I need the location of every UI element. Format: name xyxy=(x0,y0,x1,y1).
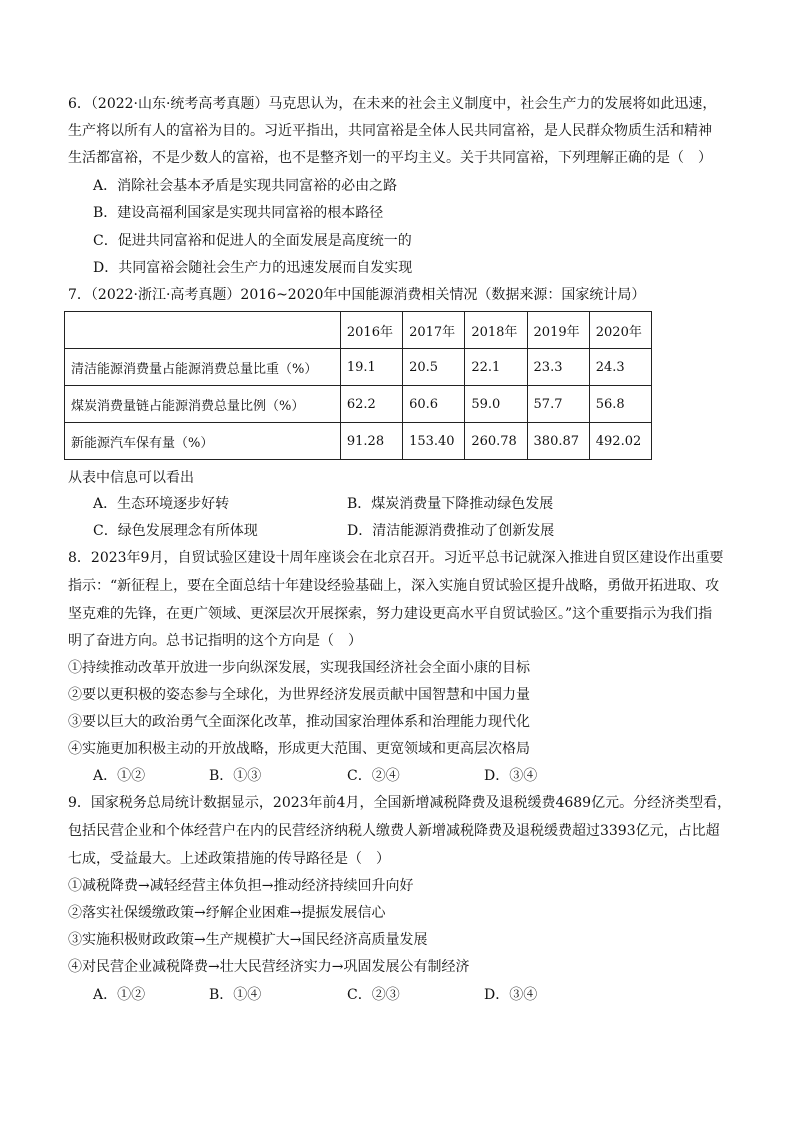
q9-item-1: ①减税降费→减轻经营主体负担→推动经济持续回升向好 xyxy=(68,878,414,894)
q6-option-b: B．建设高福利国家是实现共同富裕的根本路径 xyxy=(93,205,384,221)
q9-item-3: ③实施积极财政政策→生产规模扩大→国民经济高质量发展 xyxy=(68,932,428,948)
q6-option-c: C．促进共同富裕和促进人的全面发展是高度统一的 xyxy=(93,233,412,249)
q8-option-d: D．③④ xyxy=(484,768,538,784)
table-header-cell: 2019年 xyxy=(527,312,589,349)
q7-option-b: B．煤炭消费量下降推动绿色发展 xyxy=(347,496,554,512)
q7-option-c: C．绿色发展理念有所体现 xyxy=(93,523,258,539)
q8-stem-line-3: 坚克难的先锋，在更广领域、更深层次开展探索，努力建设更高水平自贸试验区。”这个重要指示为我们指 xyxy=(68,606,713,622)
q8-option-b: B．①③ xyxy=(209,768,262,784)
table-cell: 60.6 xyxy=(403,386,465,423)
table-cell: 20.5 xyxy=(403,349,465,386)
q6-stem-line-2: 生产将以所有人的富裕为目的。习近平指出，共同富裕是全体人民共同富裕，是人民群众物质生活和精神 xyxy=(68,123,712,139)
q6-stem-line-1: 6．（2022·山东·统考高考真题）马克思认为，在未来的社会主义制度中，社会生产力的发展将如此迅速， xyxy=(68,96,717,112)
table-cell: 56.8 xyxy=(589,386,651,423)
q7-option-a: A．生态环境逐步好转 xyxy=(93,496,230,512)
table-row xyxy=(65,349,652,386)
table-row xyxy=(65,386,652,423)
table-cell: 153.40 xyxy=(403,423,465,460)
table-header-cell: 2020年 xyxy=(589,312,651,349)
q9-stem-line-1: 9．国家税务总局统计数据显示，2023年前4月，全国新增减税降费及退税缓费4689亿元。分经济类型看， xyxy=(68,795,732,811)
q9-option-d: D．③④ xyxy=(484,987,538,1003)
q7-stem: 7．（2022·浙江·高考真题）2016~2020年中国能源消费相关情况（数据来源：国家统计局） xyxy=(68,287,646,303)
table-cell: 23.3 xyxy=(527,349,589,386)
table-cell: 57.7 xyxy=(527,386,589,423)
table-header-cell: 2017年 xyxy=(403,312,465,349)
q8-options-row xyxy=(93,766,733,786)
table-cell: 22.1 xyxy=(465,349,527,386)
q8-option-c: C．②④ xyxy=(347,768,400,784)
table-cell: 380.87 xyxy=(527,423,589,460)
table-cell: 91.28 xyxy=(340,423,402,460)
table-header-row xyxy=(65,312,652,349)
q9-option-b: B．①④ xyxy=(209,987,262,1003)
q8-item-1: ①持续推动改革开放进一步向纵深发展，实现我国经济社会全面小康的目标 xyxy=(68,660,530,676)
table-cell: 59.0 xyxy=(465,386,527,423)
q9-option-a: A．①② xyxy=(93,987,146,1003)
q7-option-d: D．清洁能源消费推动了创新发展 xyxy=(347,523,555,539)
table-cell: 62.2 xyxy=(340,386,402,423)
q7-options-row-2 xyxy=(93,521,733,541)
table-cell: 492.02 xyxy=(589,423,651,460)
q9-item-2: ②落实社保缓缴政策→纾解企业困难→提振发展信心 xyxy=(68,905,386,921)
q8-stem-line-4: 明了奋进方向。总书记指明的这个方向是（ ） xyxy=(68,633,362,649)
q9-option-c: C．②③ xyxy=(347,987,400,1003)
table-cell: 24.3 xyxy=(589,349,651,386)
table-header-cell: 2016年 xyxy=(340,312,402,349)
q8-item-2: ②要以更积极的姿态参与全球化，为世界经济发展贡献中国智慧和中国力量 xyxy=(68,687,530,703)
q7-after-table: 从表中信息可以看出 xyxy=(68,470,194,486)
table-header-cell xyxy=(65,312,341,349)
q7-options-row-1 xyxy=(93,494,733,514)
q8-item-3: ③要以巨大的政治勇气全面深化改革，推动国家治理体系和治理能力现代化 xyxy=(68,714,530,730)
q9-options-row xyxy=(93,985,733,1005)
table-cell: 260.78 xyxy=(465,423,527,460)
q6-option-d: D．共同富裕会随社会生产力的迅速发展而自发实现 xyxy=(93,260,413,276)
q6-option-a: A．消除社会基本矛盾是实现共同富裕的必由之路 xyxy=(93,178,398,194)
q8-stem-line-2: 指示：“新征程上，要在全面总结十年建设经验基础上，深入实施自贸试验区提升战略，勇做开拓进取、攻 xyxy=(68,578,720,594)
q9-item-4: ④对民营企业减税降费→壮大民营经济实力→巩固发展公有制经济 xyxy=(68,959,470,975)
table-row xyxy=(65,423,652,460)
table-header-cell: 2018年 xyxy=(465,312,527,349)
table-cell: 新能源汽车保有量（%） xyxy=(65,423,341,460)
q6-stem-line-3: 生活都富裕，不是少数人的富裕，也不是整齐划一的平均主义。关于共同富裕，下列理解正确的是（ ） xyxy=(68,150,712,166)
q8-stem-line-1: 8．2023年9月，自贸试验区建设十周年座谈会在北京召开。习近平总书记就深入推进自贸区建设作出重要 xyxy=(68,550,724,566)
q8-option-a: A．①② xyxy=(93,768,146,784)
table-cell: 19.1 xyxy=(340,349,402,386)
energy-table xyxy=(64,311,652,460)
q9-stem-line-3: 七成，受益最大。上述政策措施的传导路径是（ ） xyxy=(68,851,390,867)
table-cell: 清洁能源消费量占能源消费总量比重（%） xyxy=(65,349,341,386)
q8-item-4: ④实施更加积极主动的开放战略，形成更大范围、更宽领域和更高层次格局 xyxy=(68,741,530,757)
q9-stem-line-2: 包括民营企业和个体经营户在内的民营经济纳税人缴费人新增减税降费及退税缓费超过3393亿元，占比超 xyxy=(68,823,720,839)
table-cell: 煤炭消费量链占能源消费总量比例（%） xyxy=(65,386,341,423)
